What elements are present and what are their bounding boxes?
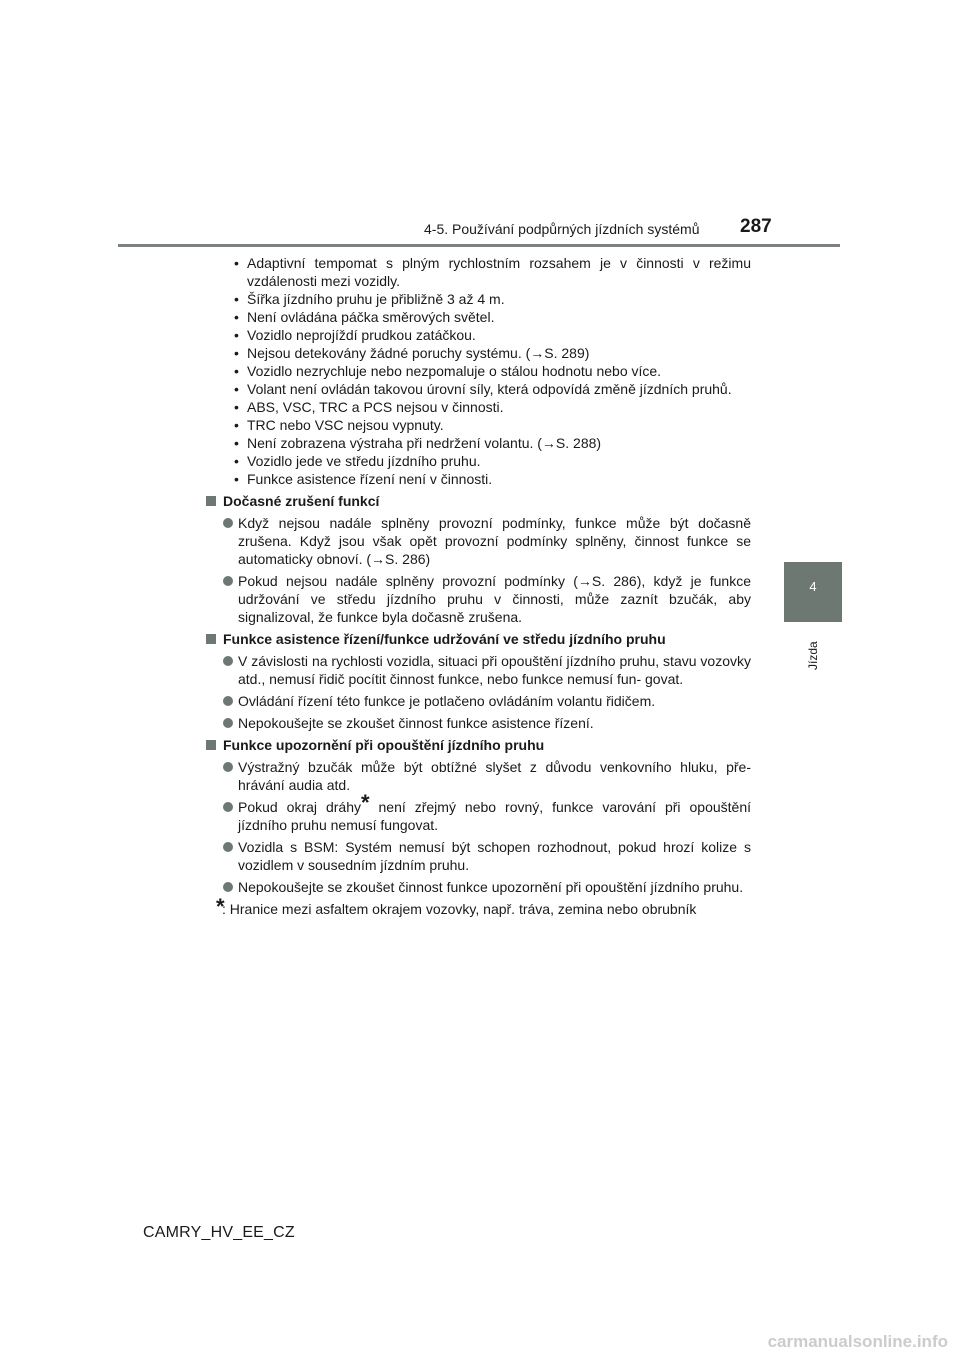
note-text: Ovládání řízení této funkce je potlačeno ovládáním volantu řidičem.	[238, 693, 656, 709]
round-bullet-icon	[223, 518, 233, 528]
list-item: • Není zobrazena výstraha při nedržení volantu. (→S. 288)	[234, 434, 751, 452]
section-heading-text: Funkce asistence řízení/funkce udržování ve středu jízdního pruhu	[223, 631, 666, 647]
square-bullet-icon	[206, 740, 216, 750]
note-text: Když nejsou nadále splněny provozní podmínky, funkce může být dočasně zrušena. Když jsou však opět provozní podmínky splněny, činnost funkce se automaticky obnoví. (→S. 286)	[238, 515, 751, 567]
footnote-text: : Hranice mezi asfaltem okrajem vozovky, např. tráva, zemina nebo obrubník	[222, 901, 697, 917]
note-text-start: Pokud okraj dráhy	[238, 799, 361, 815]
section-title: 4-5. Používání podpůrných jízdních systémů	[424, 221, 700, 237]
list-item: • ABS, VSC, TRC a PCS nejsou v činnosti.	[234, 398, 751, 416]
section-heading	[206, 736, 751, 754]
note-item	[206, 692, 751, 710]
note-item	[206, 790, 752, 834]
note-text: Výstražný bzučák může být obtížné slyšet z důvodu venkovního hluku, pře- hrávání audia atd.	[238, 759, 751, 793]
section-heading	[206, 630, 751, 648]
footnote-star: *	[216, 894, 225, 919]
round-bullet-icon	[223, 802, 233, 812]
note-item	[206, 838, 751, 874]
section-heading-text: Funkce upozornění při opouštění jízdního pruhu	[223, 737, 545, 753]
round-bullet-icon	[223, 762, 233, 772]
list-item: • Není ovládána páčka směrových světel.	[234, 308, 751, 326]
chapter-tab[interactable]	[784, 562, 842, 622]
note-text: Vozidla s BSM: Systém nemusí být schopen rozhodnout, pokud hrozí kolize s vozidlem v sousedním jízdním pruhu.	[238, 839, 751, 873]
page-content	[206, 254, 751, 918]
note-text-end: není zřejmý nebo rovný, funkce varování při opouštění jízdního pruhu nemusí fungovat.	[238, 799, 752, 833]
footnote	[206, 894, 751, 919]
list-item: • Nejsou detekovány žádné poruchy systému. (→S. 289)	[234, 344, 751, 362]
round-bullet-icon	[223, 842, 233, 852]
chapter-label: Jízda	[806, 641, 820, 670]
list-item: • Vozidlo neprojíždí prudkou zatáčkou.	[234, 326, 751, 344]
list-item: • Šířka jízdního pruhu je přibližně 3 až 4 m.	[234, 290, 751, 308]
note-item	[206, 652, 751, 688]
list-item: • TRC nebo VSC nejsou vypnuty.	[234, 416, 751, 434]
note-text: Pokud nejsou nadále splněny provozní podmínky (→S. 286), když je funkce udržování ve středu jízdního pruhu v činnosti, může zaznít bzučák, aby signalizoval, že funkce byla dočasně zrušena.	[238, 573, 751, 625]
section-heading	[206, 492, 751, 510]
watermark: carmanualsonline.info	[767, 1332, 948, 1351]
list-item: • Vozidlo nezrychluje nebo nezpomaluje o stálou hodnotu nebo více.	[234, 362, 751, 380]
square-bullet-icon	[206, 634, 216, 644]
note-text: Nepokoušejte se zkoušet činnost funkce upozornění při opouštění jízdního pruhu.	[238, 879, 744, 895]
header-divider	[118, 244, 840, 247]
list-item: • Vozidlo jede ve středu jízdního pruhu.	[234, 452, 751, 470]
note-item	[206, 714, 751, 732]
footnote-marker: *	[361, 790, 370, 815]
conditions-list	[206, 254, 751, 488]
square-bullet-icon	[206, 496, 216, 506]
round-bullet-icon	[223, 576, 233, 586]
document-code: CAMRY_HV_EE_CZ	[143, 1224, 295, 1241]
round-bullet-icon	[223, 718, 233, 728]
round-bullet-icon	[223, 696, 233, 706]
round-bullet-icon	[223, 656, 233, 666]
list-item: • Funkce asistence řízení není v činnosti.	[234, 470, 751, 488]
round-bullet-icon	[223, 882, 233, 892]
note-text: V závislosti na rychlosti vozidla, situaci při opouštění jízdního pruhu, stavu vozovky atd., nemusí řidič pocítit činnost funkce, nebo funkce nemusí fun- govat.	[238, 653, 751, 687]
chapter-number: 4	[809, 579, 817, 594]
note-item	[206, 758, 751, 794]
note-item	[206, 514, 751, 568]
note-text: Nepokoušejte se zkoušet činnost funkce asistence řízení.	[238, 715, 594, 731]
note-item	[206, 572, 751, 626]
list-item: • Adaptivní tempomat s plným rychlostním rozsahem je v činnosti v režimu vzdálenosti mezi vozidly.	[234, 254, 751, 290]
section-heading-text: Dočasné zrušení funkcí	[223, 493, 380, 509]
note-item	[206, 878, 751, 896]
list-item: • Volant není ovládán takovou úrovní síly, která odpovídá změně jízdních pruhů.	[234, 380, 751, 398]
page-number: 287	[740, 216, 772, 237]
